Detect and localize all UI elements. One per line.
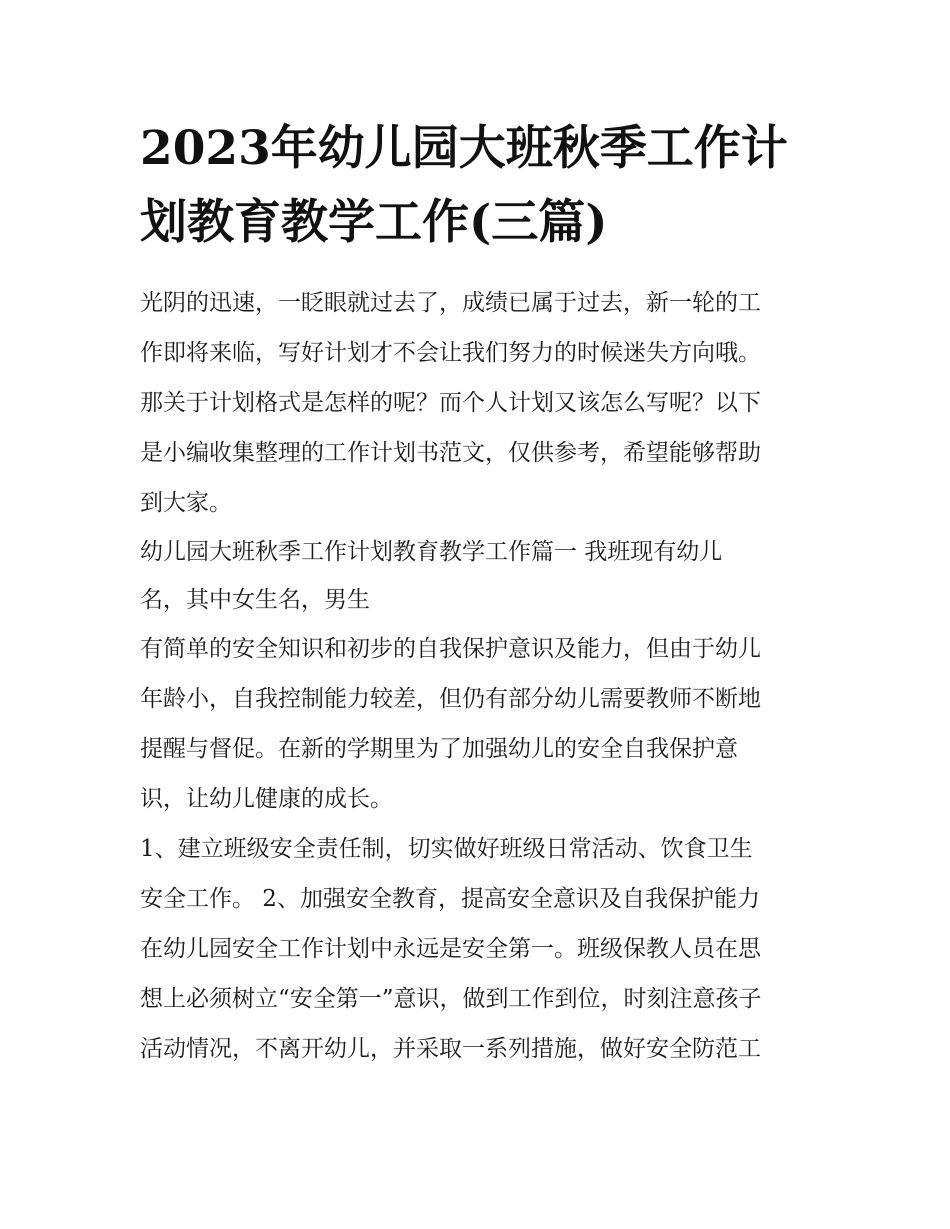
text-line: 有简单的安全知识和初步的自我保护意识及能力，但由于幼儿 — [140, 636, 761, 662]
text-line: 年龄小，自我控制能力较差，但仍有部分幼儿需要教师不断地 — [140, 686, 761, 712]
text-line: 识，让幼儿健康的成长。 — [140, 786, 393, 812]
text-line: 光阴的迅速，一眨眼就过去了，成绩已属于过去，新一轮的工 — [140, 290, 761, 316]
section-heading-paragraph — [140, 528, 830, 624]
intro-paragraph — [140, 278, 830, 528]
title-line: 划教育教学工作(三篇) — [140, 195, 608, 250]
text-line: 到大家。 — [140, 490, 232, 516]
safety-paragraph — [140, 624, 830, 824]
text-line: 活动情况，不离开幼儿，并采取一系列措施，做好安全防范工 — [140, 1036, 761, 1062]
text-line: 在幼儿园安全工作计划中永远是安全第一。班级保教人员在思 — [140, 936, 761, 962]
text-line: 想上必须树立“安全第一”意识，做到工作到位，时刻注意孩子 — [140, 986, 762, 1012]
text-line: 安全工作。 2、加强安全教育，提高安全意识及自我保护能力 — [140, 886, 760, 912]
text-line: 名，其中女生名，男生 — [140, 587, 370, 613]
text-line: 幼儿园大班秋季工作计划教育教学工作篇一 我班现有幼儿 — [140, 539, 723, 565]
text-line: 那关于计划格式是怎样的呢？而个人计划又该怎么写呢？以下 — [140, 390, 761, 416]
text-line: 是小编收集整理的工作计划书范文，仅供参考，希望能够帮助 — [140, 440, 761, 466]
title-line: 2023年幼儿园大班秋季工作计 — [140, 121, 788, 176]
text-line: 作即将来临，写好计划才不会让我们努力的时候迷失方向哦。 — [140, 340, 761, 366]
document-body — [140, 278, 830, 1074]
text-line: 1、建立班级安全责任制，切实做好班级日常活动、饮食卫生 — [140, 836, 753, 862]
measures-paragraph — [140, 824, 830, 1074]
text-line: 提醒与督促。在新的学期里为了加强幼儿的安全自我保护意 — [140, 736, 738, 762]
document-title — [140, 112, 830, 260]
